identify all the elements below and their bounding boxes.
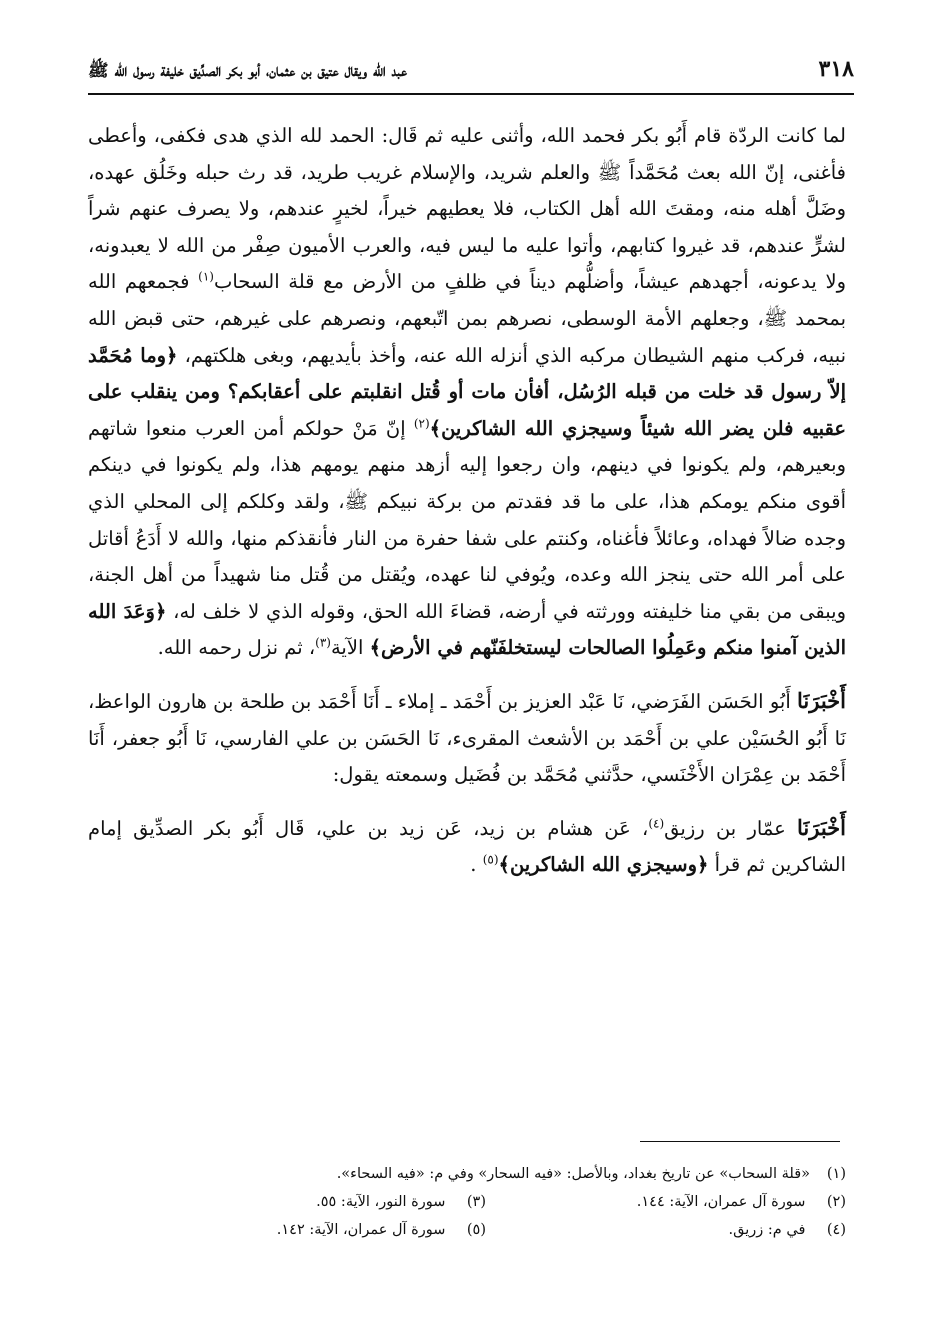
running-title: عبد الله ويقال عتيق بن عثمان، أبو بكر الصدِّيق خليفة رسول الله ﷺ bbox=[88, 61, 407, 81]
footnote-ref-4: (٤) bbox=[648, 816, 665, 831]
page-header bbox=[88, 56, 854, 90]
footnote-ref-5: (٥) bbox=[482, 852, 499, 867]
footnote-ref-2: (٢) bbox=[413, 416, 430, 431]
quran-quote: ﴿وما مُحَمَّد إلاّ رسول قد خلت من قبله الرُسُل، أفأن مات أو قُتل انقلبتم على أعقابكم؟ ومن ينقلب على عقبيه فلن يضر الله شيئاً وسيجزي الله الشاكرين﴾ bbox=[88, 343, 846, 440]
footnote-row-2-3 bbox=[88, 1188, 846, 1216]
footnote-2 bbox=[486, 1188, 846, 1216]
footnote-text: سورة آل عمران، الآية: ١٤٢. bbox=[276, 1222, 446, 1238]
isnad-lead: أَخْبَرَنَا bbox=[797, 687, 846, 713]
header-rule bbox=[88, 93, 854, 95]
paragraph-speech bbox=[88, 118, 846, 667]
footnotes bbox=[88, 1160, 846, 1244]
text-run: إنّ مَنْ حولكم أمن العرب منعوا شاتهم وبعيرهم، ولم يكونوا في دينهم، وان رجعوا إليه أزهد منهم يومهم هذا، ولم يكونوا في دينكم أقوى منكم يومكم هذا، على ما قد فقدتم من بركة نبيكم ﷺ، ولقد وكلكم إلى المحلي الذي وجده ضالاً فهداه، وعائلاً فأغناه، وكنتم على شفا حفرة من النار فأنقذكم منها، والله لا أَدَعُ أقاتل على أمر الله حتى ينجز الله وعده، ويُوفي لنا عهده، ويُقتل من قُتل منا شهيداً من أهل الجنة، ويبقى من بقي منا خليفته وورثته في أرضه، قضاءَ الله الحق، وقوله الذي لا خلف له، bbox=[88, 416, 846, 623]
footnote-ref-1: (١) bbox=[198, 269, 214, 284]
paragraph-isnad-1 bbox=[88, 683, 846, 794]
isnad-lead: أَخْبَرَنَا bbox=[797, 814, 846, 840]
footnote-4 bbox=[486, 1216, 846, 1244]
footnote-1 bbox=[88, 1160, 846, 1188]
text-run: أَبُو الحَسَن الفَرَضي، نَا عَبْد العزيز بن أَحْمَد ـ إملاء ـ أَنَا أَحْمَد بن طلحة بن هارون الواعظ، نَا أَبُو الحُسَيْن علي بن أَحْمَد بن الأشعث المقرىء، نَا الحَسَن بن علي الفارسي، نَا أَبُو جعفر، أَنَا أَحْمَد بن عِمْرَان الأَخْنَسي، حدَّثني مُحَمَّد بن فُضَيل وسمعته يقول: bbox=[88, 689, 846, 787]
footnote-text: سورة النور، الآية: ٥٥. bbox=[316, 1194, 446, 1210]
footnote-rule bbox=[640, 1141, 840, 1142]
text-run: لما كانت الردّة قام أَبُو بكر فحمد الله، وأثنى عليه ثم قَال: الحمد لله الذي هدى فكفى، وأعطى فأغنى، إنّ الله بعث مُحَمَّداً ﷺ والعلم شريد، والإسلام غريب طريد، قد رث حبله وخَلُق عهده، وضَلَّ أهله منه، ومقتَ الله أهل الكتاب، فلا يعطيهم خيراً، لخيرٍ عندهم، ولا يصرف عنهم شراً لشرٍّ عندهم، قد غيروا كتابهم، وأتوا عليه ما ليس فيه، والعرب الأميون صِفْر من الله لا يعبدونه، ولا يدعونه، أجهدهم عيشاً، وأضلُّهم ديناً في ظلفٍ من الأرض مع قلة السحاب bbox=[88, 124, 846, 294]
text-run: ، ثم نزل رحمه الله. bbox=[157, 636, 316, 660]
text-run: الآية bbox=[330, 636, 370, 660]
footnote-number: (١) bbox=[826, 1166, 846, 1182]
footnote-number: (٣) bbox=[466, 1194, 486, 1210]
footnote-text: سورة آل عمران، الآية: ١٤٤. bbox=[636, 1194, 806, 1210]
text-run: ، عَن هشام بن زيد، عَن زيد بن علي، قَال أَبُو بكر الصدِّيق إمام الشاكرين ثم قرأ bbox=[88, 816, 846, 877]
footnote-3 bbox=[126, 1188, 486, 1216]
footnote-5 bbox=[126, 1216, 486, 1244]
quran-quote: ﴿وَعَدَ الله الذين آمنوا منكم وعَمِلُوا الصالحات ليستخلفَنّهم في الأرض﴾ bbox=[88, 599, 846, 660]
quran-quote: ﴿وسيجزي الله الشاكرين﴾ bbox=[498, 853, 709, 877]
footnote-text: في م: زريق. bbox=[728, 1222, 806, 1238]
paragraph-isnad-2 bbox=[88, 810, 846, 884]
main-text bbox=[88, 118, 846, 884]
footnote-number: (٥) bbox=[466, 1222, 486, 1238]
footnote-ref-3: (٣) bbox=[315, 635, 331, 650]
page-number: ٣١٨ bbox=[818, 56, 854, 82]
footnote-number: (٢) bbox=[826, 1194, 846, 1210]
text-run: فجمعهم الله بمحمد ﷺ، وجعلهم الأمة الوسطى، نصرهم بمن اتّبعهم، ونصرهم على غيرهم، حتى قبض الله نبيه، فركب منهم الشيطان مركبه الذي أنزله الله عنه، وأخذ بأيديهم، وبغى هلكتهم، bbox=[88, 270, 847, 367]
footnote-text: «قلة السحاب» عن تاريخ بغداد، وبالأصل: «فيه السحار» وفي م: «فيه السحاء». bbox=[336, 1166, 810, 1182]
text-run: عمّار بن رزيق bbox=[664, 816, 797, 840]
footnote-number: (٤) bbox=[826, 1222, 846, 1238]
footnote-row-4-5 bbox=[88, 1216, 846, 1244]
text-run: . bbox=[470, 853, 483, 877]
